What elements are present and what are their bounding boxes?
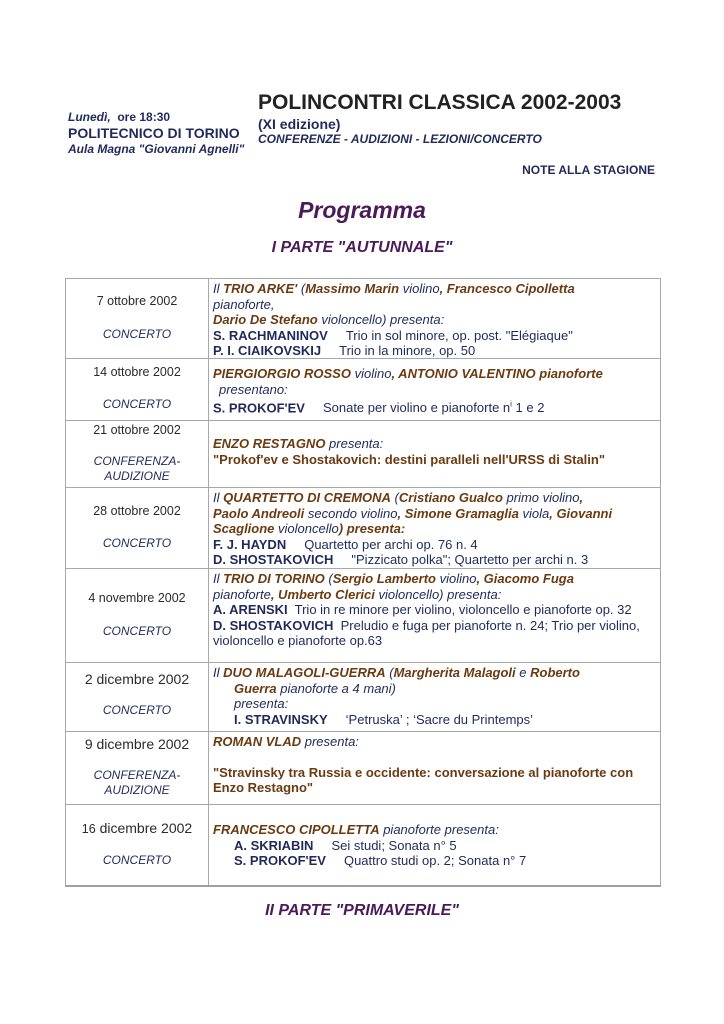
event-date: 2 dicembre 2002 xyxy=(84,671,190,687)
work: Trio in sol minore, op. post. "Elégiaque" xyxy=(345,327,573,343)
work: Preludio e fuga per pianoforte n. 24; Trio per violino, violoncello e pianoforte op.63 xyxy=(213,617,640,648)
date-cell xyxy=(66,732,209,804)
event-type: CONCERTO xyxy=(102,624,172,638)
content-cell: Il QUARTETTO DI CREMONA (Cristiano Gualco primo violino, Paolo Andreoli secondo violino, Simone Gramaglia viola, Giovanni Scaglione violoncello) presenta: F. J. HAYDN Quartetto per archi op. 76 n. 4 D. SHOSTAKOVICH "Pizzicato polka"; Quartetto per archi n. 3 xyxy=(213,490,613,567)
composer: P. I. CIAIKOVSKIJ xyxy=(213,343,322,358)
date-cell xyxy=(66,421,209,487)
event-date: 21 ottobre 2002 xyxy=(93,423,181,437)
header-right xyxy=(258,90,678,147)
performer: PIERGIORGIO ROSSO xyxy=(213,366,351,381)
composer: F. J. HAYDN xyxy=(213,536,287,552)
event-date: 9 dicembre 2002 xyxy=(84,736,190,752)
work: Quattro studi op. 2; Sonata n° 7 xyxy=(343,853,527,868)
composer: S. PROKOF'EV xyxy=(213,400,305,416)
work: Sonate per violino e pianoforte $n^i$ 1 e 2 xyxy=(322,400,545,416)
event-time: Lunedì, ore 18:30 xyxy=(68,110,171,124)
performer: FRANCESCO CIPOLLETTA xyxy=(213,822,380,837)
composer: A. ARENSKI xyxy=(213,602,288,617)
date-cell xyxy=(66,663,209,731)
work: ‘Petruska’ ; ‘Sacre du Printemps’ xyxy=(345,711,534,727)
performer: QUARTETTO DI CREMONA xyxy=(223,490,391,505)
table-row xyxy=(66,279,660,358)
event-type: CONCERTO xyxy=(102,327,172,341)
event-type: CONCERTO xyxy=(102,536,172,550)
date-cell xyxy=(66,359,209,420)
work: Trio in la minore, op. 50 xyxy=(339,343,476,358)
programma-heading: Programma xyxy=(298,197,426,223)
event-room: Aula Magna "Giovanni Agnelli" xyxy=(68,142,245,156)
part1-heading: I PARTE "AUTUNNALE" xyxy=(271,239,453,256)
table-row xyxy=(66,487,660,568)
content-cell: ENZO RESTAGNO presenta: "Prokof'ev e Shostakovich: destini paralleli nell'URSS di Stalin" xyxy=(209,421,660,487)
event-type: CONCERTO xyxy=(102,397,172,411)
performer: DUO MALAGOLI-GUERRA xyxy=(223,665,386,680)
date-cell xyxy=(66,569,209,662)
content-cell: ROMAN VLAD presenta: "Stravinsky tra Russia e occidente: conversazione al pianoforte con Enzo Restagno" xyxy=(209,732,660,804)
edition: (XI edizione) xyxy=(258,116,341,132)
event-place: POLITECNICO DI TORINO xyxy=(68,125,240,141)
work: Quartetto per archi op. 76 n. 4 xyxy=(304,536,478,552)
composer: I. STRAVINSKY xyxy=(234,711,328,727)
content-cell: FRANCESCO CIPOLLETTA pianoforte presenta: A. SKRIABIN Sei studi; Sonata n° 5 S. PROKOF'EV Quattro studi op. 2; Sonata n° 7 xyxy=(213,822,527,868)
event-date: 28 ottobre 2002 xyxy=(93,504,181,518)
speaker: ENZO RESTAGNO xyxy=(213,436,326,451)
header-left xyxy=(68,110,256,157)
composer: D. SHOSTAKOVICH xyxy=(213,617,334,633)
event-date: 14 ottobre 2002 xyxy=(93,365,181,379)
content-cell: PIERGIORGIO ROSSO violino, ANTONIO VALENTINO pianoforte presentano: S. PROKOF'EV Sonate per violino e pianoforte $n^i$ 1 e 2 xyxy=(213,366,603,416)
date-cell xyxy=(66,805,209,885)
event-type: CONFERENZA- AUDIZIONE xyxy=(93,768,181,797)
talk-title: "Prokof'ev e Shostakovich: destini paralleli nell'URSS di Stalin" xyxy=(213,451,605,467)
notes-link[interactable]: NOTE ALLA STAGIONE xyxy=(522,163,655,177)
table-row xyxy=(66,731,660,804)
event-date: 4 novembre 2002 xyxy=(88,591,186,605)
date-cell xyxy=(66,279,209,358)
part2-heading: II PARTE "PRIMAVERILE" xyxy=(265,902,459,919)
event-date: 16 dicembre 2002 xyxy=(81,820,193,836)
work: Sei studi; Sonata n° 5 xyxy=(331,837,457,853)
event-type: CONFERENZA- AUDIZIONE xyxy=(93,454,181,483)
composer: S. RACHMANINOV xyxy=(213,327,328,343)
page-title: POLINCONTRI CLASSICA 2002-2003 xyxy=(258,91,622,114)
composer: A. SKRIABIN xyxy=(234,837,314,853)
composer: D. SHOSTAKOVICH xyxy=(213,552,334,567)
work: Trio in re minore per violino, violoncello e pianoforte op. 32 xyxy=(294,602,632,617)
table-row xyxy=(66,662,660,731)
table-row xyxy=(66,420,660,487)
speaker: ROMAN VLAD xyxy=(213,734,302,749)
work: "Pizzicato polka"; Quartetto per archi n. 3 xyxy=(351,552,589,567)
talk-title: "Stravinsky tra Russia e occidente: conversazione al pianoforte con Enzo Restagno" xyxy=(213,764,634,795)
event-type: CONCERTO xyxy=(102,703,172,717)
subtitle: CONFERENZE - AUDIZIONI - LEZIONI/CONCERTO xyxy=(258,132,542,146)
composer: S. PROKOF'EV xyxy=(234,853,326,868)
date-cell xyxy=(66,488,209,568)
table-row xyxy=(66,804,660,885)
performer: TRIO ARKE' xyxy=(223,281,298,296)
event-type: CONCERTO xyxy=(102,853,172,867)
program-table xyxy=(65,278,661,887)
event-date: 7 ottobre 2002 xyxy=(96,294,178,308)
table-row xyxy=(66,358,660,420)
content-cell: Il DUO MALAGOLI-GUERRA (Margherita Malagoli e Roberto Guerra pianoforte a 4 mani) presenta: I. STRAVINSKY ‘Petruska’ ; ‘Sacre du Printemps’ xyxy=(213,665,580,727)
table-row xyxy=(66,568,660,662)
content-cell: Il TRIO ARKE' (Massimo Marin violino, Francesco Cipolletta pianoforte, Dario De Stefano violoncello) presenta: S. RACHMANINOV Trio in sol minore, op. post. "Elégiaque" P. I. CIAIKOVSKIJ Trio in la minore, op. 50 xyxy=(213,281,575,358)
performer: TRIO DI TORINO xyxy=(223,571,325,586)
content-cell: Il TRIO DI TORINO (Sergio Lamberto violino, Giacomo Fuga pianoforte, Umberto Clerici violoncello) presenta: A. ARENSKI Trio in re minore per violino, violoncello e pianoforte op. 32 D. SHOSTAKOVICH Preludio e fuga per pianoforte n. 24; Trio per violino, violoncello e pianoforte op.63 xyxy=(213,571,640,648)
